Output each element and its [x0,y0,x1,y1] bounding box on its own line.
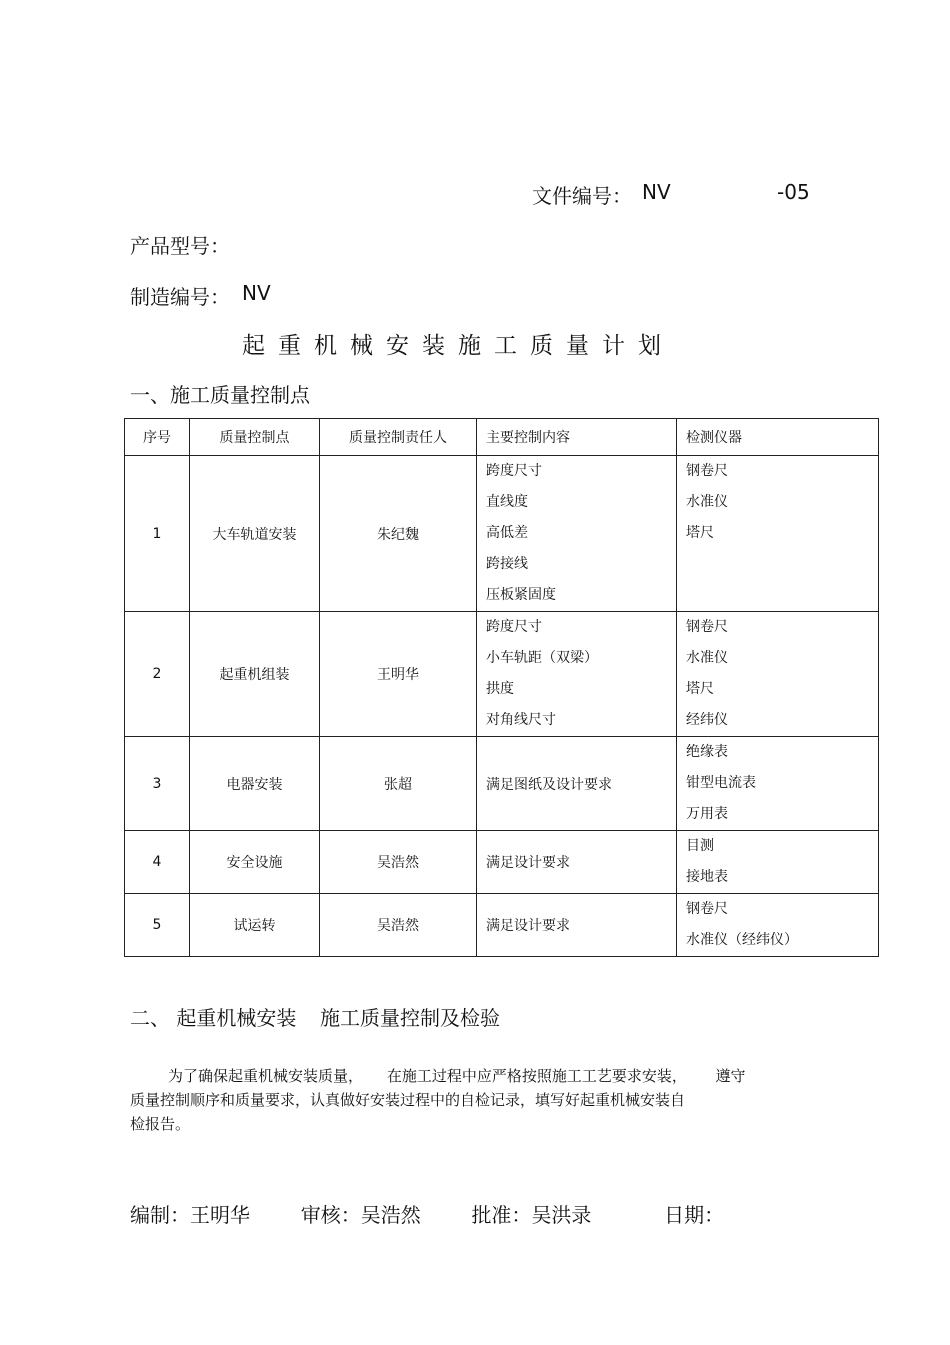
row-responsible-person: 吴浩然 [320,894,477,957]
content-item: 跨接线 [486,556,528,572]
content-item: 小车轨距（双梁） [486,650,598,666]
row-no: 1 [125,456,190,612]
row-responsible-person: 朱纪魏 [320,456,477,612]
paragraph-line: 检报告。 [130,1115,191,1133]
instrument-item: 钳型电流表 [686,775,756,791]
row-control-point: 电器安装 [190,737,320,831]
row-main-content [477,831,677,894]
row-no: 3 [125,737,190,831]
manufacture-number-prefix: NV [242,281,271,305]
paragraph-line: 质量控制顺序和质量要求，认真做好安装过程中的自检记录，填写好起重机械安装自 [130,1091,686,1109]
compiled-label: 编制： [130,1203,190,1227]
row-instruments [677,737,879,831]
content-item: 满足图纸及设计要求 [486,776,612,793]
content-item: 满足设计要求 [486,918,570,934]
instrument-item: 塔尺 [686,681,714,697]
table-row [125,456,879,612]
page-title: 起重机械安装施工质量计划 [242,333,674,359]
product-model-label: 产品型号： [130,234,230,258]
row-responsible-person: 张超 [320,737,477,831]
instrument-item: 目测 [686,838,714,854]
row-instruments [677,894,879,957]
manufacture-number-label: 制造编号： [130,285,230,309]
row-no: 4 [125,831,190,894]
content-item: 满足设计要求 [486,855,570,871]
signature-footer [130,1199,724,1228]
date-label: 日期： [664,1203,725,1227]
row-control-point: 起重机组装 [190,612,320,737]
instrument-item: 接地表 [686,869,728,885]
document-number-label: 文件编号： [532,184,632,208]
header-responsible-person: 质量控制责任人 [320,419,477,456]
row-no: 5 [125,894,190,957]
instrument-item: 绝缘表 [686,744,728,760]
row-control-point: 安全设施 [190,831,320,894]
content-item: 直线度 [486,494,528,510]
paragraph-line: 为了确保起重机械安装质量， 在施工过程中应严格按照施工工艺要求安装， 遵守 [168,1067,746,1085]
reviewed-by: 吴浩然 [360,1203,421,1227]
section2-paragraph [130,1064,810,1136]
row-instruments [677,612,879,737]
table-row [125,737,879,831]
approved-label: 批准： [471,1203,532,1227]
content-item: 压板紧固度 [486,587,556,603]
content-item: 高低差 [486,525,528,541]
row-main-content [477,612,677,737]
quality-control-table [124,418,879,957]
instrument-item: 钢卷尺 [686,901,728,917]
header-instruments: 检测仪器 [677,419,879,456]
reviewed-label: 审核： [300,1203,361,1227]
row-instruments [677,456,879,612]
compiled-by: 王明华 [190,1203,250,1227]
instrument-item: 水准仪 [686,650,728,666]
instrument-item: 万用表 [686,806,728,822]
row-main-content [477,456,677,612]
table-header-row [125,419,879,456]
instrument-item: 水准仪 [686,494,728,510]
instrument-item: 钢卷尺 [686,619,728,635]
instrument-item: 塔尺 [686,525,714,541]
row-no: 2 [125,612,190,737]
section1-heading: 一、施工质量控制点 [130,383,310,407]
approved-by: 吴洪录 [531,1203,592,1227]
row-control-point: 大车轨道安装 [190,456,320,612]
row-main-content [477,894,677,957]
instrument-item: 钢卷尺 [686,463,728,479]
row-instruments [677,831,879,894]
header-main-content: 主要控制内容 [477,419,677,456]
header-control-point: 质量控制点 [190,419,320,456]
instrument-item: 经纬仪 [686,712,728,728]
content-item: 拱度 [486,681,514,697]
content-item: 跨度尺寸 [486,619,542,635]
row-responsible-person: 吴浩然 [320,831,477,894]
section2-heading-continued: 施工质量控制及检验 [320,1006,500,1030]
row-main-content [477,737,677,831]
table-row [125,831,879,894]
content-item: 对角线尺寸 [486,712,556,728]
row-responsible-person: 王明华 [320,612,477,737]
instrument-item: 水准仪（经纬仪） [686,932,798,948]
table-row [125,894,879,957]
document-number-prefix: NV [642,180,671,204]
document-number-suffix: -05 [777,180,810,204]
section2-heading: 二、 起重机械安装 [130,1006,297,1030]
table-row [125,612,879,737]
row-control-point: 试运转 [190,894,320,957]
header-no: 序号 [125,419,190,456]
content-item: 跨度尺寸 [486,463,542,479]
